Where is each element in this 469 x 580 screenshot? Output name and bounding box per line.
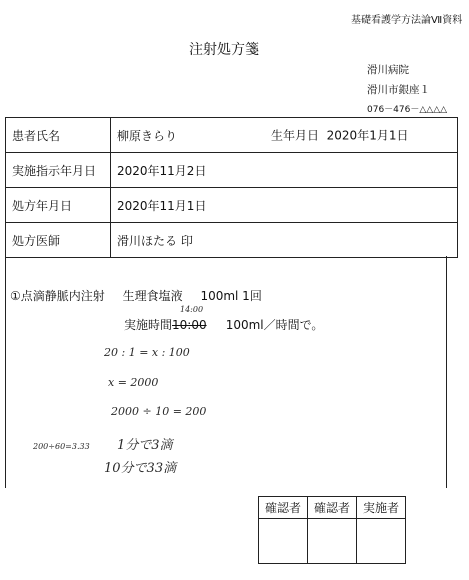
time-struck: 10:00 bbox=[172, 318, 207, 332]
seal-mark: 印 bbox=[180, 233, 193, 248]
exec-date-row bbox=[6, 153, 458, 188]
rx-date: 2020年11月1日 bbox=[111, 188, 458, 223]
header-note: 基礎看護学方法論Ⅶ資料 bbox=[351, 15, 463, 26]
exec-label: 実施指示年月日 bbox=[6, 153, 111, 188]
checker-2-sign-cell[interactable] bbox=[308, 519, 357, 564]
executor-sign-cell[interactable] bbox=[357, 519, 406, 564]
document-title: 注射処方箋 bbox=[189, 42, 259, 58]
executor-header: 実施者 bbox=[357, 497, 406, 519]
birth-date-group bbox=[271, 127, 408, 144]
birth-date: 2020年1月1日 bbox=[326, 128, 409, 143]
checker-2-header: 確認者 bbox=[308, 497, 357, 519]
confirmation-sign-row bbox=[259, 519, 406, 564]
corrected-time: 14:00 bbox=[180, 305, 204, 314]
rx-label: 処方年月日 bbox=[6, 188, 111, 223]
checker-1-header: 確認者 bbox=[259, 497, 308, 519]
doctor-cell bbox=[111, 223, 458, 258]
calc-side-note: 200÷60=3.33 bbox=[33, 442, 90, 451]
rx-item: ①点滴静脈内注射 bbox=[10, 289, 105, 303]
prescription-line bbox=[10, 287, 276, 304]
time-label: 実施時間 bbox=[124, 318, 173, 332]
rx-date-row bbox=[6, 188, 458, 223]
calc-line-1: 20 : 1 = x : 100 bbox=[104, 346, 190, 359]
hospital-address: 滑川市銀座１ bbox=[367, 84, 430, 96]
hospital-phone: 076－476－△△△△ bbox=[367, 105, 448, 115]
patient-name: 柳原きらり bbox=[117, 128, 178, 143]
patient-cell bbox=[111, 118, 458, 153]
rate-text: 100ml／時間で。 bbox=[225, 318, 324, 332]
birth-label: 生年月日 bbox=[271, 128, 320, 143]
rx-drug: 生理食塩液 bbox=[122, 289, 183, 303]
patient-label: 患者氏名 bbox=[6, 118, 111, 153]
calc-line-4: 1分で3滴 bbox=[117, 438, 173, 453]
patient-row bbox=[6, 118, 458, 153]
doctor-row bbox=[6, 223, 458, 258]
calc-line-5: 10分で33滴 bbox=[104, 461, 177, 476]
rate-line bbox=[124, 316, 323, 333]
rx-amount: 100ml 1回 bbox=[200, 289, 262, 303]
doctor-name: 滑川ほたる bbox=[117, 233, 178, 248]
calc-line-3: 2000 ÷ 10 = 200 bbox=[111, 405, 207, 418]
confirmation-header-row bbox=[259, 497, 406, 519]
confirmation-table bbox=[258, 496, 406, 564]
doctor-label: 処方医師 bbox=[6, 223, 111, 258]
checker-1-sign-cell[interactable] bbox=[259, 519, 308, 564]
hospital-name: 滑川病院 bbox=[367, 64, 409, 76]
calc-line-2: x = 2000 bbox=[108, 376, 159, 389]
prescription-form-table bbox=[5, 117, 458, 258]
exec-date: 2020年11月2日 bbox=[111, 153, 458, 188]
